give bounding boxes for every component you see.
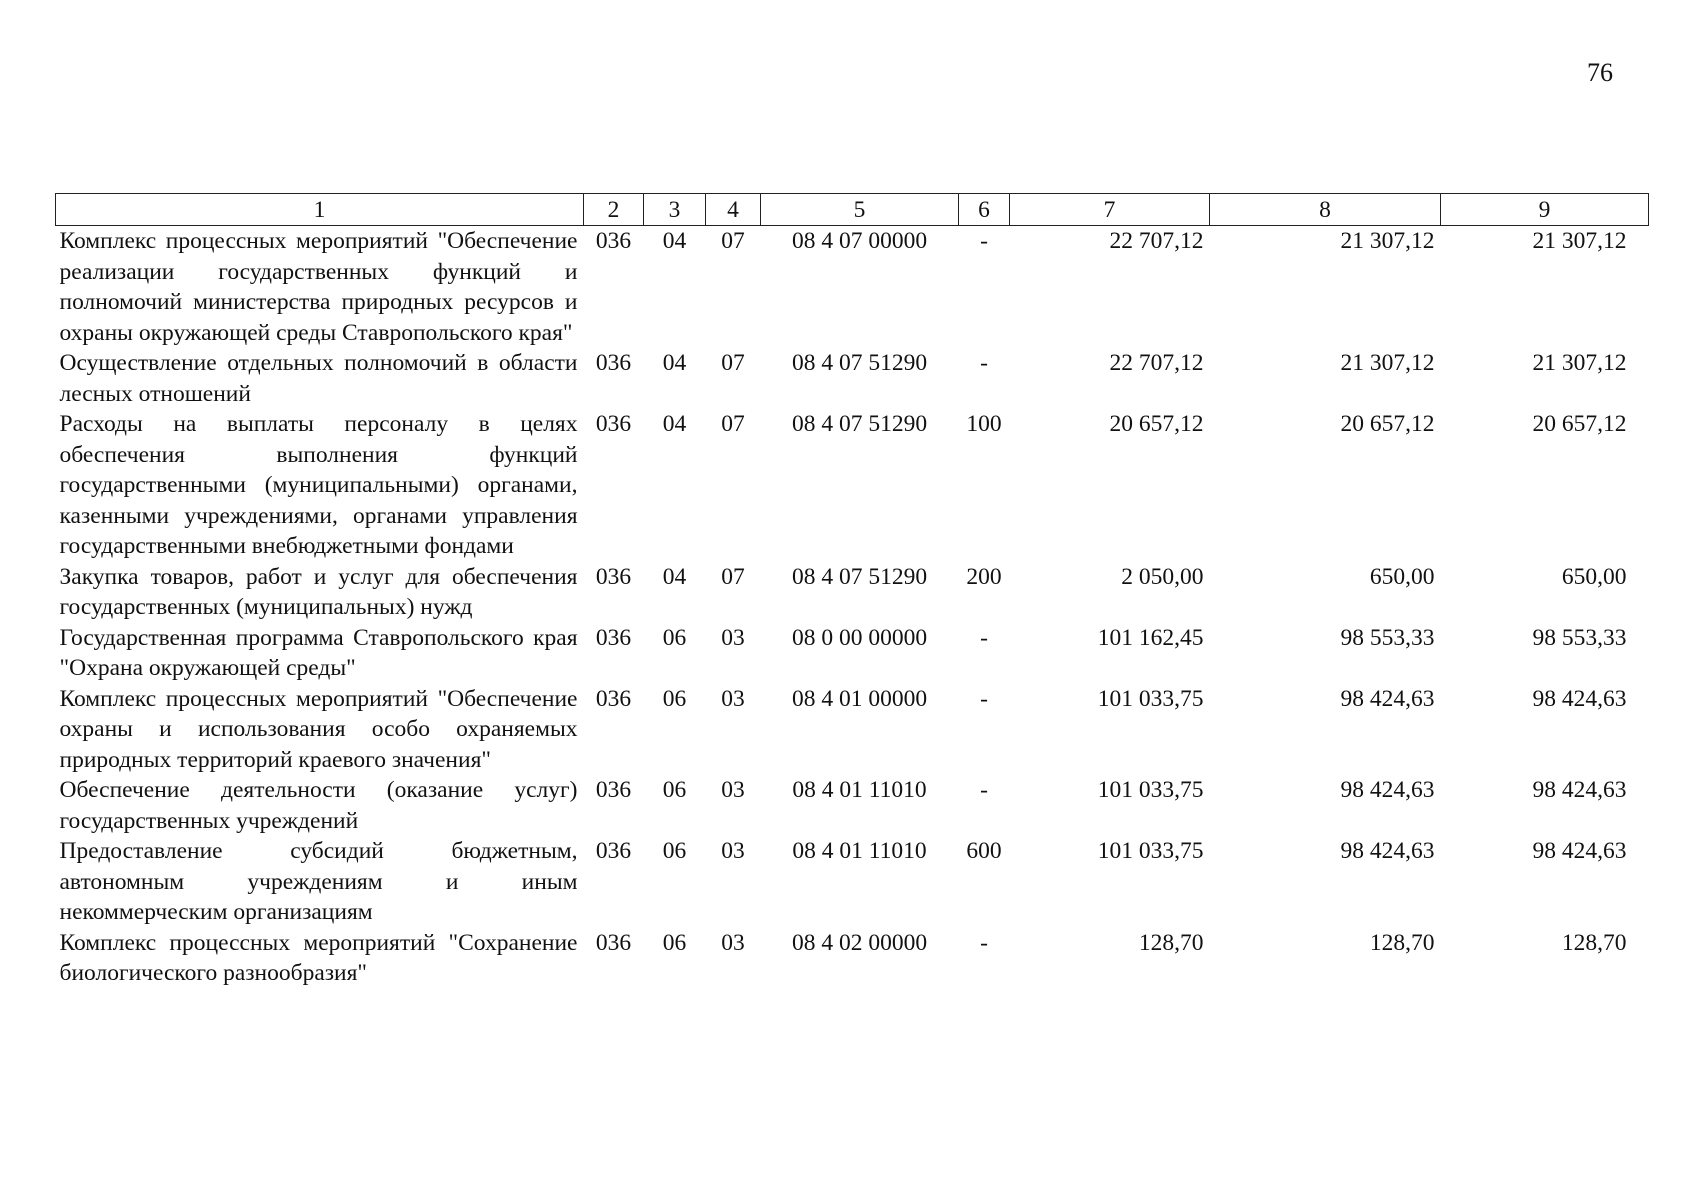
- target-article-code: 08 4 07 00000: [791, 228, 928, 254]
- table-row: [56, 409, 1649, 562]
- column-header: 1: [56, 194, 584, 226]
- subsection-code: 07: [721, 563, 745, 590]
- expense-type-code: -: [980, 929, 988, 956]
- target-article-code: 08 4 01 00000: [791, 685, 928, 712]
- amount-col-8: 98 553,33: [1340, 624, 1435, 651]
- row-name: Расходы на выплаты персоналу в целях обеспечения выполнения функций государственными (муниципальными) органами, казенными учреждениями, органами управления государственными внебюджетными фондами: [59, 411, 578, 559]
- column-header: 2: [584, 194, 644, 226]
- expense-type-code: -: [980, 228, 988, 254]
- ministry-code: 036: [595, 929, 632, 956]
- row-name: Комплекс процессных мероприятий "Сохранение биологического разнообразия": [59, 929, 578, 986]
- table-row: [56, 928, 1649, 989]
- row-name: Осуществление отдельных полномочий в области лесных отношений: [59, 350, 578, 407]
- row-name: Комплекс процессных мероприятий "Обеспечение охраны и использования особо охраняемых природных территорий краевого значения": [59, 685, 578, 773]
- amount-col-7: 22 707,12: [1109, 228, 1204, 254]
- target-article-code: 08 4 07 51290: [791, 411, 928, 437]
- amount-col-8: 650,00: [1369, 563, 1435, 590]
- ministry-code: 036: [595, 838, 632, 864]
- amount-col-7: 2 050,00: [1121, 563, 1204, 590]
- expense-type-code: -: [980, 350, 988, 376]
- budget-table: [55, 193, 1649, 989]
- column-header: 5: [761, 194, 959, 226]
- section-code: 04: [662, 228, 687, 254]
- table-row: [56, 226, 1649, 349]
- target-article-code: 08 4 07 51290: [791, 350, 928, 376]
- amount-col-8: 20 657,12: [1340, 411, 1435, 437]
- ministry-code: 036: [595, 624, 632, 651]
- row-name: Обеспечение деятельности (оказание услуг) государственных учреждений: [59, 777, 578, 834]
- column-header: 7: [1010, 194, 1210, 226]
- row-name: Закупка товаров, работ и услуг для обеспечения государственных (муниципальных) нужд: [59, 563, 578, 620]
- subsection-code: 07: [721, 350, 745, 376]
- table-row: [56, 623, 1649, 684]
- amount-col-9: 98 424,63: [1532, 685, 1627, 712]
- expense-type-code: 600: [966, 838, 1002, 864]
- amount-col-8: 98 424,63: [1340, 777, 1435, 803]
- column-header: 8: [1210, 194, 1441, 226]
- amount-col-9: 21 307,12: [1532, 228, 1627, 254]
- subsection-code: 03: [721, 838, 745, 864]
- subsection-code: 03: [721, 777, 745, 803]
- row-name: Комплекс процессных мероприятий "Обеспечение реализации государственных функций и полномочий министерства природных ресурсов и охраны окружающей среды Ставропольского края": [59, 228, 578, 346]
- amount-col-8: 98 424,63: [1340, 685, 1435, 712]
- amount-col-8: 21 307,12: [1340, 228, 1435, 254]
- section-code: 06: [662, 685, 687, 712]
- amount-col-9: 98 424,63: [1532, 838, 1627, 864]
- amount-col-7: 101 033,75: [1097, 777, 1204, 803]
- table-row: [56, 348, 1649, 409]
- table-row: [56, 562, 1649, 623]
- column-header: 6: [959, 194, 1010, 226]
- section-code: 04: [662, 350, 687, 376]
- subsection-code: 07: [721, 228, 745, 254]
- amount-col-7: 101 033,75: [1097, 685, 1204, 712]
- ministry-code: 036: [595, 411, 632, 437]
- table-row: [56, 836, 1649, 928]
- table-row: [56, 684, 1649, 776]
- expense-type-code: -: [980, 777, 988, 803]
- amount-col-9: 128,70: [1561, 929, 1627, 956]
- section-code: 06: [662, 838, 687, 864]
- amount-col-9: 20 657,12: [1532, 411, 1627, 437]
- subsection-code: 03: [721, 685, 745, 712]
- target-article-code: 08 4 02 00000: [791, 929, 928, 956]
- column-header: 3: [644, 194, 706, 226]
- ministry-code: 036: [595, 777, 632, 803]
- subsection-code: 03: [721, 929, 745, 956]
- amount-col-7: 20 657,12: [1109, 411, 1204, 437]
- section-code: 06: [662, 929, 687, 956]
- row-name: Предоставление субсидий бюджетным, автономным учреждениям и иным некоммерческим организациям: [59, 838, 578, 925]
- target-article-code: 08 0 00 00000: [791, 624, 928, 651]
- table-row: [56, 775, 1649, 836]
- row-name: Государственная программа Ставропольского края "Охрана окружающей среды": [59, 624, 578, 681]
- ministry-code: 036: [595, 350, 632, 376]
- ministry-code: 036: [595, 563, 632, 590]
- amount-col-7: 128,70: [1138, 929, 1204, 956]
- target-article-code: 08 4 01 11010: [792, 777, 927, 803]
- subsection-code: 07: [721, 411, 745, 437]
- ministry-code: 036: [595, 228, 632, 254]
- subsection-code: 03: [721, 624, 745, 651]
- amount-col-9: 650,00: [1561, 563, 1627, 590]
- amount-col-7: 22 707,12: [1109, 350, 1204, 376]
- expense-type-code: -: [980, 624, 988, 651]
- column-header: 9: [1441, 194, 1649, 226]
- expense-type-code: -: [980, 685, 988, 712]
- expense-type-code: 100: [966, 411, 1002, 437]
- section-code: 04: [662, 563, 687, 590]
- amount-col-9: 98 553,33: [1532, 624, 1627, 651]
- amount-col-7: 101 162,45: [1097, 624, 1204, 651]
- amount-col-8: 98 424,63: [1340, 838, 1435, 864]
- amount-col-9: 21 307,12: [1532, 350, 1627, 376]
- expense-type-code: 200: [966, 563, 1002, 590]
- ministry-code: 036: [595, 685, 632, 712]
- section-code: 06: [662, 777, 687, 803]
- table-header-row: [56, 194, 1649, 226]
- amount-col-7: 101 033,75: [1097, 838, 1204, 864]
- target-article-code: 08 4 01 11010: [792, 838, 927, 864]
- section-code: 06: [662, 624, 687, 651]
- amount-col-8: 21 307,12: [1340, 350, 1435, 376]
- section-code: 04: [662, 411, 687, 437]
- amount-col-8: 128,70: [1369, 929, 1435, 956]
- target-article-code: 08 4 07 51290: [791, 563, 928, 590]
- amount-col-9: 98 424,63: [1532, 777, 1627, 803]
- column-header: 4: [706, 194, 761, 226]
- page-number: 76: [1587, 58, 1613, 87]
